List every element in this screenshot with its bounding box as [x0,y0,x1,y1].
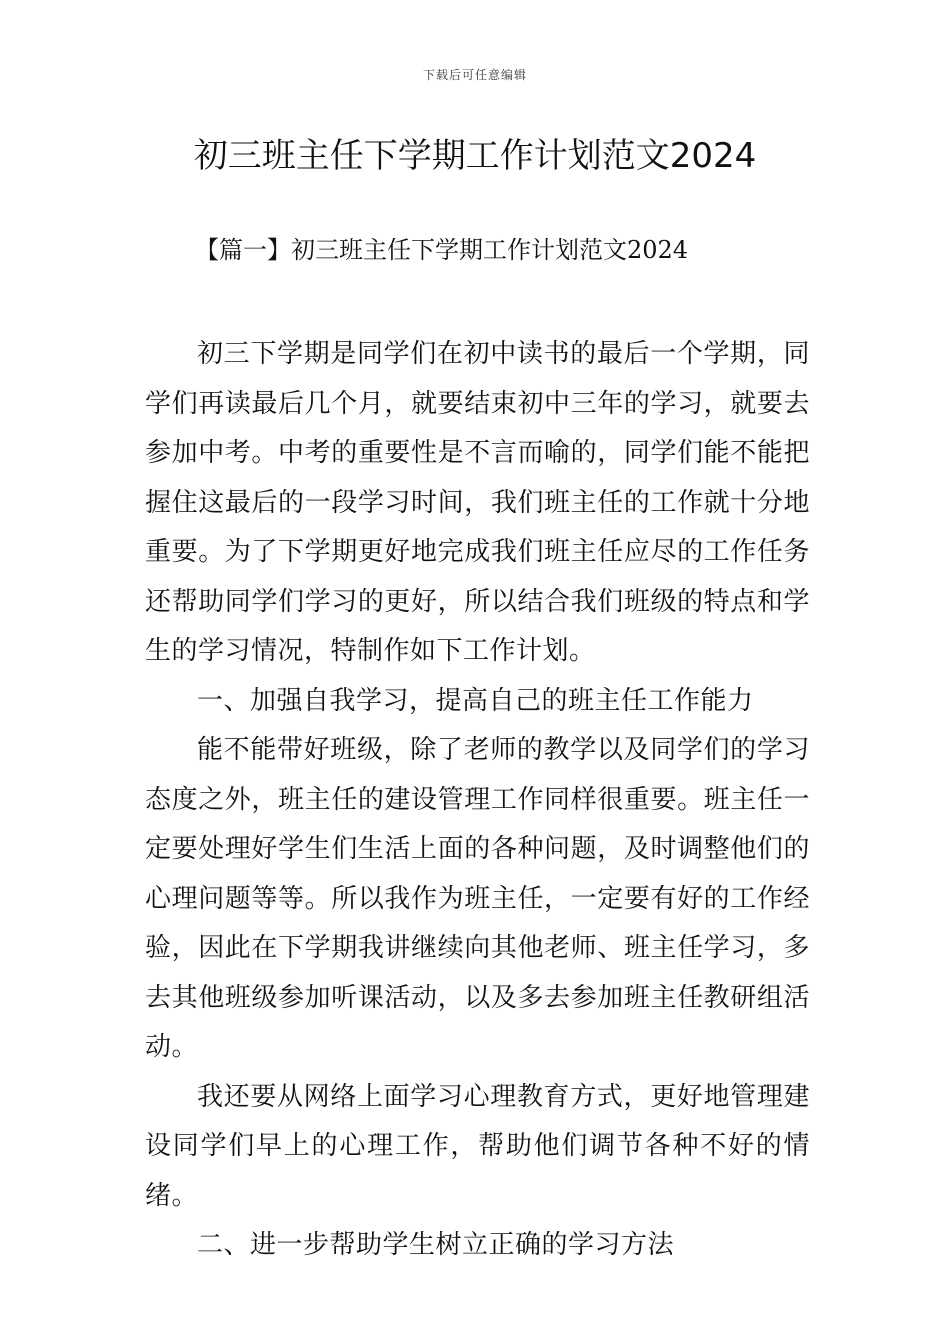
document-title: 初三班主任下学期工作计划范文2024 [193,136,757,176]
paragraph-intro: 初三下学期是同学们在初中读书的最后一个学期，同学们再读最后几个月，就要结束初中三年的学习，就要去参加中考。中考的重要性是不言而喻的，同学们能不能把握住这最后的一段学习时间，我们班主任的工作就十分地重要。为了下学期更好地完成我们班主任应尽的工作任务还帮助同学们学习的更好，所以结合我们班级的特点和学生的学习情况，特制作如下工作计划。 [145,339,810,666]
document-body [145,330,810,1271]
section-heading: 【篇一】初三班主任下学期工作计划范文2024 [195,236,689,264]
header-note: 下载后可任意编辑 [422,68,527,82]
paragraph-psychology: 我还要从网络上面学习心理教育方式，更好地管理建设同学们早上的心理工作，帮助他们调节各种不好的情绪。 [145,1081,810,1211]
paragraph-class-management: 能不能带好班级，除了老师的教学以及同学们的学习态度之外，班主任的建设管理工作同样很重要。班主任一定要处理好学生们生活上面的各种问题，及时调整他们的心理问题等等。所以我作为班主任，一定要有好的工作经验，因此在下学期我讲继续向其他老师、班主任学习，多去其他班级参加听课活动，以及多去参加班主任教研组活动。 [145,735,810,1062]
paragraph-heading-two: 二、进一步帮助学生树立正确的学习方法 [197,1230,675,1260]
paragraph-heading-one: 一、加强自我学习，提高自己的班主任工作能力 [197,685,754,716]
